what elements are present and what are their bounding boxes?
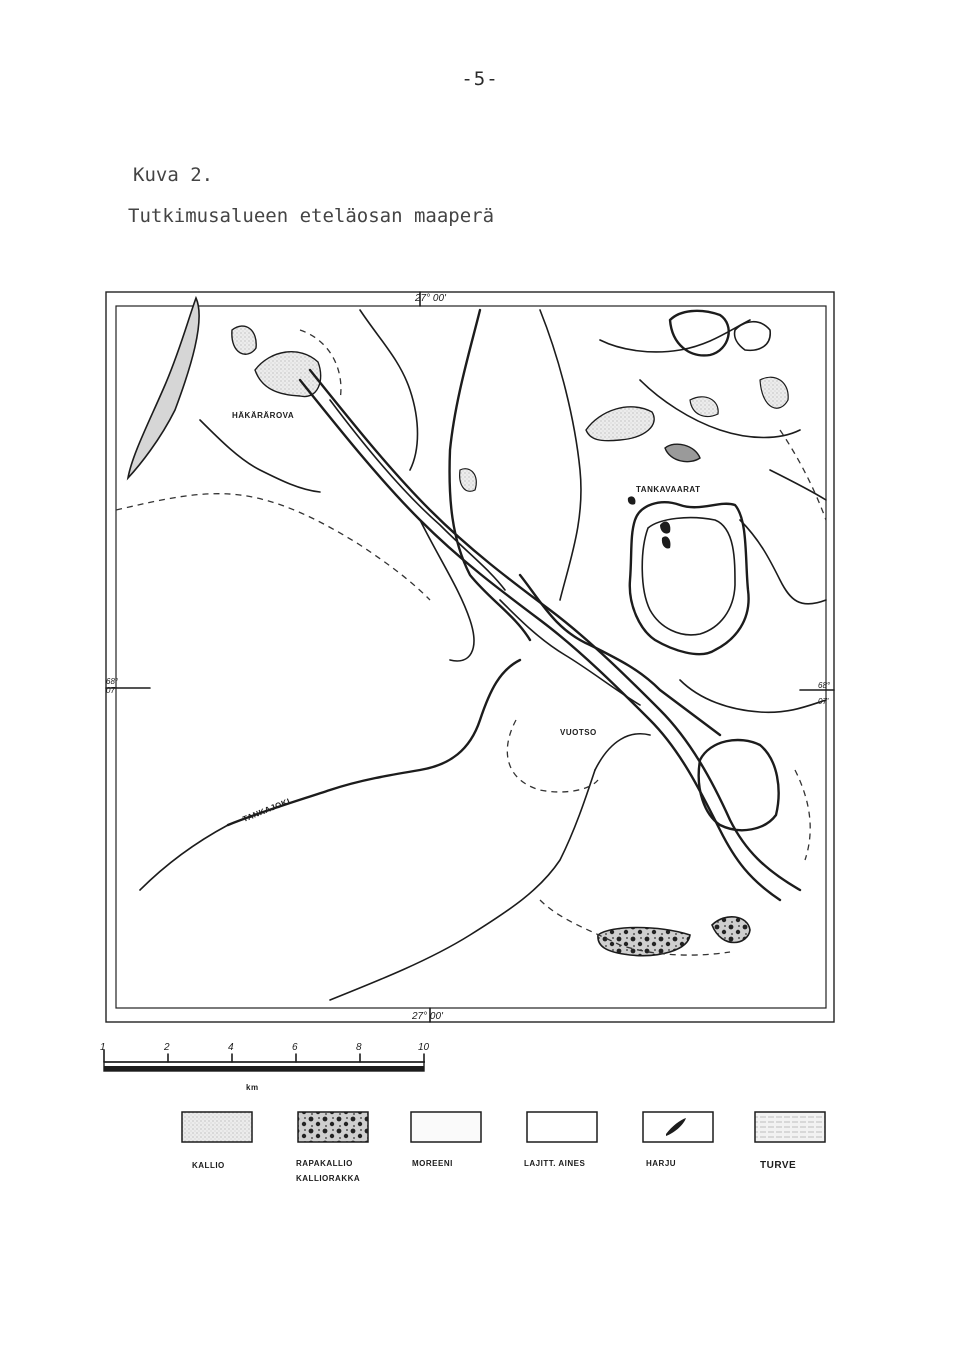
legend-label-moreeni: MOREENI [412,1159,453,1168]
legend-swatch-moreeni [411,1112,481,1142]
legend-swatch-turve [755,1112,825,1142]
legend-swatch-lajitt [527,1112,597,1142]
place-label-tankavaarat: TANKAVAARAT [636,485,701,494]
scale-tick-1: 2 [164,1042,170,1053]
legend-label-harju: HARJU [646,1159,677,1168]
legend-label-kallio: KALLIO [192,1161,225,1170]
rock-areas [232,326,788,491]
right-latitude-minutes: 07' [818,697,829,706]
legend-label-rapakallio: RAPAKALLIO [296,1159,353,1168]
rapakallio-areas [598,917,750,956]
scale-unit: km [246,1083,259,1092]
scale-tick-5: 10 [418,1042,430,1053]
map-frame [106,292,834,1022]
legend-swatch-kallio [182,1112,252,1142]
legend-label-kalliorakka: KALLIORAKKA [296,1174,361,1183]
figure-title: Tutkimusalueen eteläosan maaperä [128,205,495,227]
place-label-tankajoki: TANKAJOKI [241,796,292,824]
scale-tick-3: 6 [292,1042,298,1053]
place-label-hakarova: HÄKÄRÄROVA [232,411,295,420]
place-label-vuotso: VUOTSO [560,728,597,737]
harju-ridge [128,298,199,478]
legend-swatch-rapakallio [298,1112,368,1142]
figure-label: Kuva 2. [133,164,214,186]
dashed-boundaries [116,330,826,955]
left-latitude-degrees: 68° [106,677,119,686]
legend-label-turve: TURVE [760,1160,797,1171]
top-longitude-label: 27° 00' [415,293,446,304]
page-number: -5- [461,68,499,90]
graticule-lines [106,292,834,1022]
scale-tick-0: 1 [100,1042,106,1053]
legend [182,1112,825,1142]
legend-label-lajitt: LAJITT. AINES [524,1159,586,1168]
left-latitude-minutes: 07' [106,686,117,695]
right-latitude-degrees: 68° [818,681,831,690]
scale-bar [104,1050,425,1071]
scale-tick-2: 4 [228,1042,234,1053]
bottom-longitude-label: 27° 00' [412,1011,443,1022]
scale-tick-4: 8 [356,1042,362,1053]
